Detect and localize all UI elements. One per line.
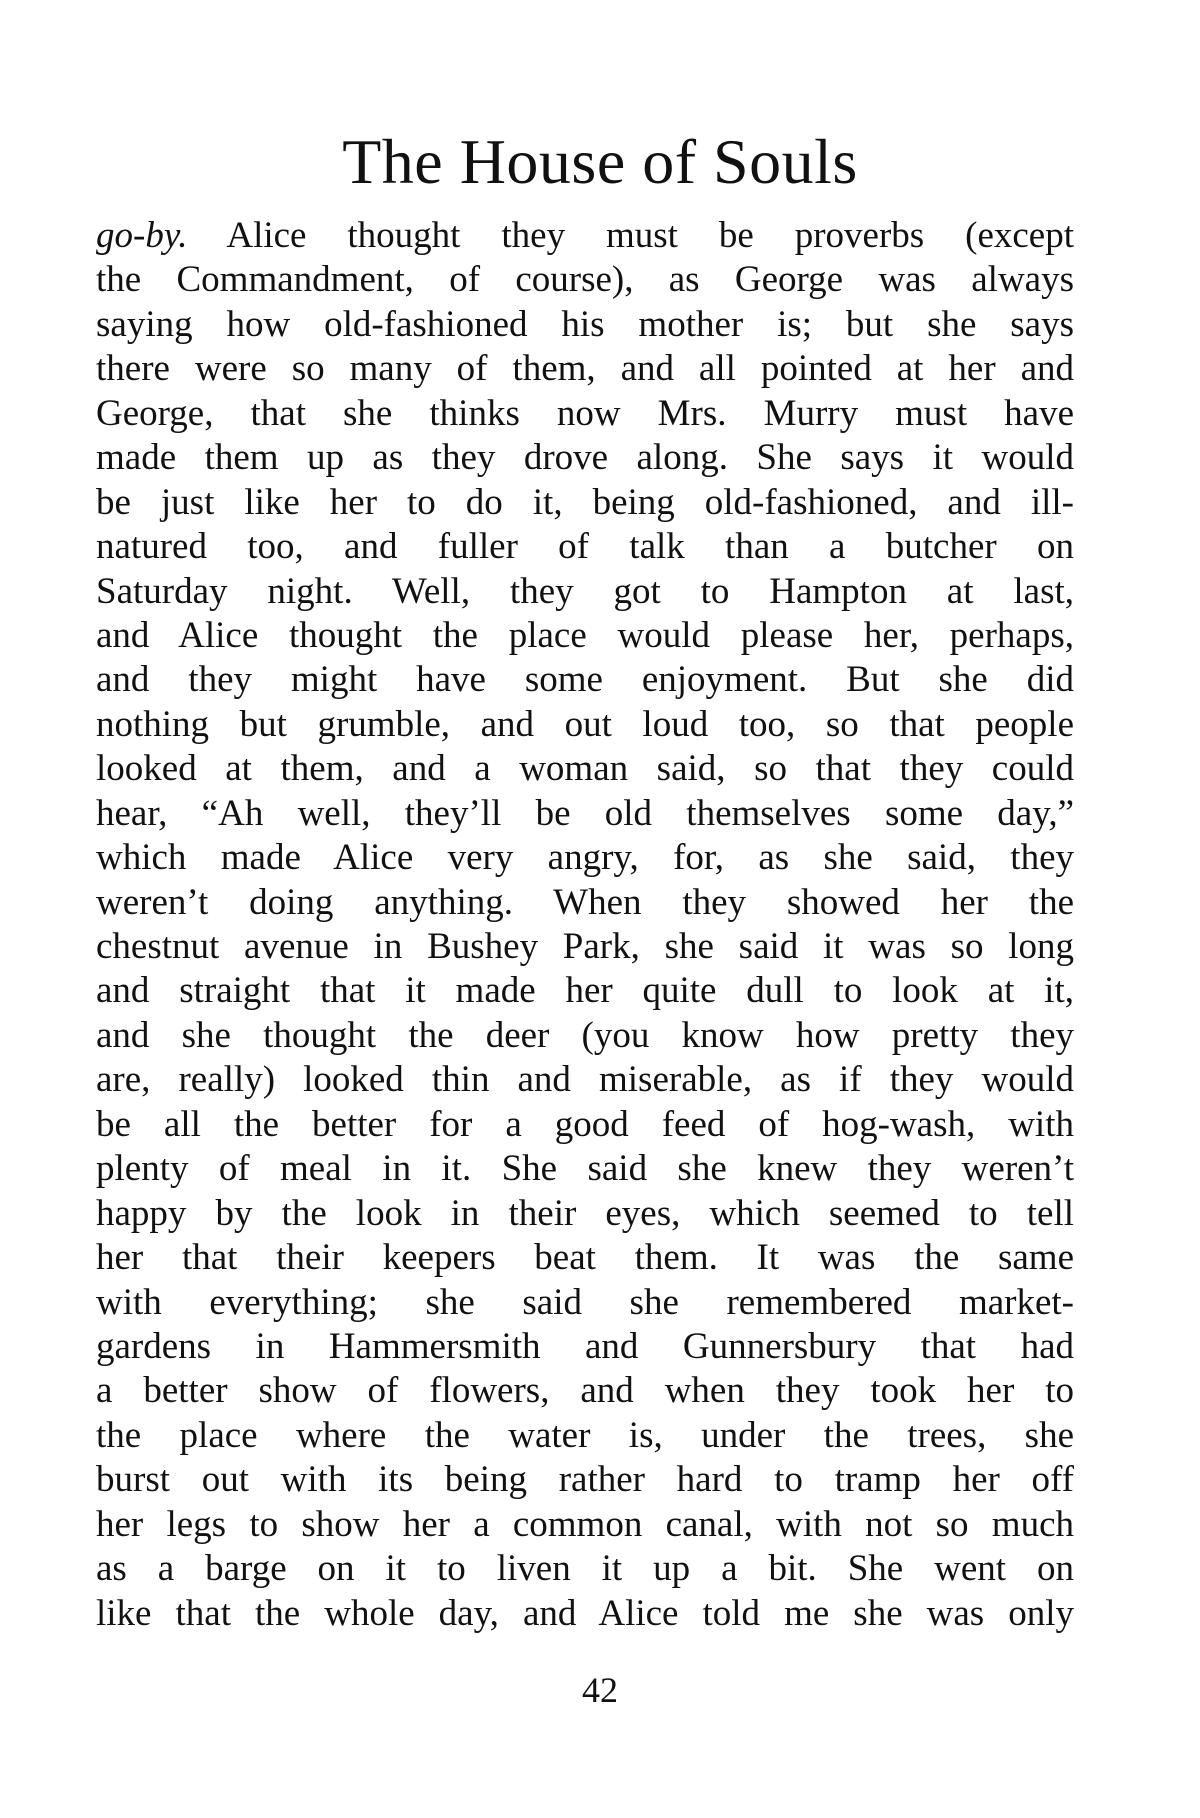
text-line: her legs to show her a common canal, with not so much: [96, 1503, 1074, 1545]
text-line: Saturday night. Well, they got to Hampton at last,: [96, 570, 1074, 612]
text-line: and Alice thought the place would please her, perhaps,: [96, 614, 1074, 656]
text-line: the place where the water is, under the trees, she: [96, 1414, 1074, 1456]
running-title: The House of Souls: [342, 126, 858, 197]
text-line-content: Alice thought they must be proverbs (except: [226, 215, 1074, 256]
text-line: looked at them, and a woman said, so that they could: [96, 748, 1074, 790]
text-line: natured too, and fuller of talk than a butcher on: [96, 526, 1074, 568]
text-line: are, really) looked thin and miserable, as if they would: [96, 1059, 1074, 1101]
text-line: saying how old-fashioned his mother is; but she says: [96, 303, 1074, 345]
text-line: like that the whole day, and Alice told me she was only: [96, 1592, 1074, 1634]
text-line: nothing but grumble, and out loud too, so that people: [96, 703, 1074, 745]
text-line: happy by the look in their eyes, which seemed to tell: [96, 1192, 1074, 1234]
text-line: be just like her to do it, being old-fashioned, and ill-: [96, 481, 1074, 523]
text-line: there were so many of them, and all pointed at her and: [96, 348, 1074, 390]
text-line: and she thought the deer (you know how pretty they: [96, 1014, 1074, 1056]
text-line: with everything; she said she remembered market-: [96, 1281, 1074, 1323]
body-text: [96, 214, 1074, 1636]
text-line: a better show of flowers, and when they took her to: [96, 1370, 1074, 1412]
text-line: plenty of meal in it. She said she knew they weren’t: [96, 1148, 1074, 1190]
text-line: and they might have some enjoyment. But she did: [96, 659, 1074, 701]
text-line: [96, 214, 1074, 258]
text-line: gardens in Hammersmith and Gunnersbury that had: [96, 1325, 1074, 1367]
text-line: and straight that it made her quite dull to look at it,: [96, 970, 1074, 1012]
text-line: burst out with its being rather hard to tramp her off: [96, 1459, 1074, 1501]
page-number: 42: [582, 1670, 618, 1710]
text-line: be all the better for a good feed of hog-wash, with: [96, 1103, 1074, 1145]
text-line: her that their keepers beat them. It was the same: [96, 1237, 1074, 1279]
text-line: weren’t doing anything. When they showed her the: [96, 881, 1074, 923]
text-line: hear, “Ah well, they’ll be old themselves some day,”: [96, 792, 1074, 834]
text-line: chestnut avenue in Bushey Park, she said it was so long: [96, 926, 1074, 967]
text-line: made them up as they drove along. She says it would: [96, 437, 1074, 479]
text-line: as a barge on it to liven it up a bit. She went on: [96, 1548, 1074, 1590]
text-line: George, that she thinks now Mrs. Murry must have: [96, 392, 1074, 434]
italic-word: go-by.: [96, 215, 188, 256]
text-line: the Commandment, of course), as George was always: [96, 259, 1074, 301]
text-line: which made Alice very angry, for, as she said, they: [96, 837, 1074, 879]
